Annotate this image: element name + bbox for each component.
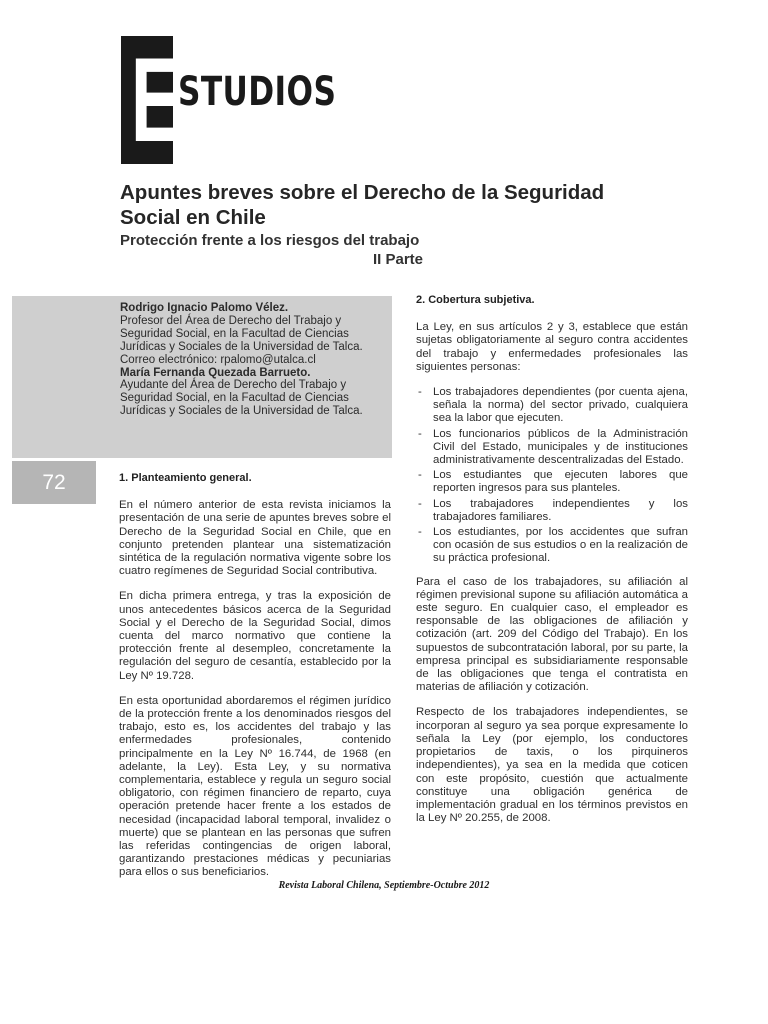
section2-paragraph: Para el caso de los trabajadores, su afiliación al régimen previsional supone su afiliación automática a este seguro. En cualquier caso, el empleador es responsable de las obligaciones de afiliación y cotización (art. 209 del Código del Trabajo). En los supuestos de subcontratación laboral, por su parte, la empresa principal es subsidiariamente responsable de las obligaciones que tenga el contratista en materias de afiliación y cotización.	[416, 575, 688, 694]
author1-email: Correo electrónico: rpalomo@utalca.cl	[120, 353, 316, 366]
section1-paragraph: En esta oportunidad abordaremos el régimen jurídico de la protección frente a los denominados riesgos del trabajo, esto es, los accidentes del trabajo y las enfermedades profesionales, contenido principalmente en la Ley Nº 16.744, de 1968 (en adelante, la Ley). Esta Ley, y su normativa complementaria, establece y regula un seguro social obligatorio, con régimen financiero de reparto, cuya operación pretende hacer frente a los estados de necesidad (incapacidad laboral temporal, invalidez o muerte) que se plantean en las personas que sufren las referidas contingencias de origen laboral, garantizando prestaciones médicas y pecuniarias para ellos o sus beneficiarios.	[119, 694, 391, 879]
section2-paragraph: Respecto de los trabajadores independientes, se incorporan al seguro ya sea porque expresamente lo señala la Ley (por ejemplo, los conductores propietarios de taxis, o los pirquineros independientes), ya sea en la medida que coticen con este propósito, cuestión que actualmente constituye una obligación genérica de implementación gradual en los términos previstos en la Ley Nº 20.255, de 2008.	[416, 706, 688, 825]
author1-affiliation: Profesor del Área de Derecho del Trabajo y Seguridad Social, en la Facultad de Ciencias Jurídicas y Sociales de la Universidad de Talca.	[120, 314, 363, 353]
author-block	[120, 302, 388, 418]
section2-intro: La Ley, en sus artículos 2 y 3, establece que están sujetas obligatoriamente al seguro contra accidentes del trabajo y enfermedades profesionales las siguientes personas:	[416, 321, 688, 373]
author1-name: Rodrigo Ignacio Palomo Vélez.	[120, 302, 289, 314]
section-logo-word: STUDIOS	[178, 69, 337, 115]
covered-persons-list	[416, 386, 688, 566]
list-item: - Los estudiantes, por los accidentes que sufran con ocasión de sus estudios o en la realización de su práctica profesional.	[416, 526, 688, 566]
list-item: - Los estudiantes que ejecuten labores que reporten ingresos para sus planteles.	[416, 469, 688, 495]
right-column	[416, 294, 688, 837]
section1-paragraph: En el número anterior de esta revista iniciamos la presentación de una serie de apuntes breves sobre el Derecho de la Seguridad Social en Chile, que en conjunto pretenden plantear una sistematización sintética de la regulación normativa vigente sobre los cuatro regímenes de Seguridad Social contributiva.	[119, 499, 391, 578]
section1-paragraph: En dicha primera entrega, y tras la exposición de unos antecedentes básicos acerca de la Seguridad Social y el Derecho de la Seguridad Social, dimos cuenta del marco normativo que contiene la protección frente al desempleo, concretamente la regulación del seguro de cesantía, establecido por la Ley Nº 19.728.	[119, 590, 391, 682]
author2-name: María Fernanda Quezada Barrueto.	[120, 366, 311, 379]
article-title: Apuntes breves sobre el Derecho de la Seguridad Social en Chile	[120, 181, 605, 229]
section1-heading: 1. Planteamiento general.	[119, 472, 252, 484]
article-part: II Parte	[373, 251, 424, 268]
article-subtitle: Protección frente a los riesgos del trabajo	[120, 232, 420, 249]
list-item: - Los trabajadores dependientes (por cuenta ajena, señala la norma) del sector privado, cualquiera sea la labor que ejecuten.	[416, 386, 688, 426]
logo-letter: E	[130, 33, 181, 167]
section2-heading: 2. Cobertura subjetiva.	[416, 294, 535, 306]
author2-affiliation: Ayudante del Área de Derecho del Trabajo y Seguridad Social, en la Facultad de Ciencias Jurídicas y Sociales de la Universidad de Talca.	[120, 379, 363, 418]
left-column	[119, 472, 391, 892]
list-item: - Los trabajadores independientes y los trabajadores familiares.	[416, 498, 688, 524]
list-item: - Los funcionarios públicos de la Administración Civil del Estado, municipales y de instituciones administrativamente descentralizadas del Estado.	[416, 428, 688, 468]
page-number: 72	[12, 461, 96, 504]
journal-footer: Revista Laboral Chilena, Septiembre-Octubre 2012	[278, 880, 490, 891]
